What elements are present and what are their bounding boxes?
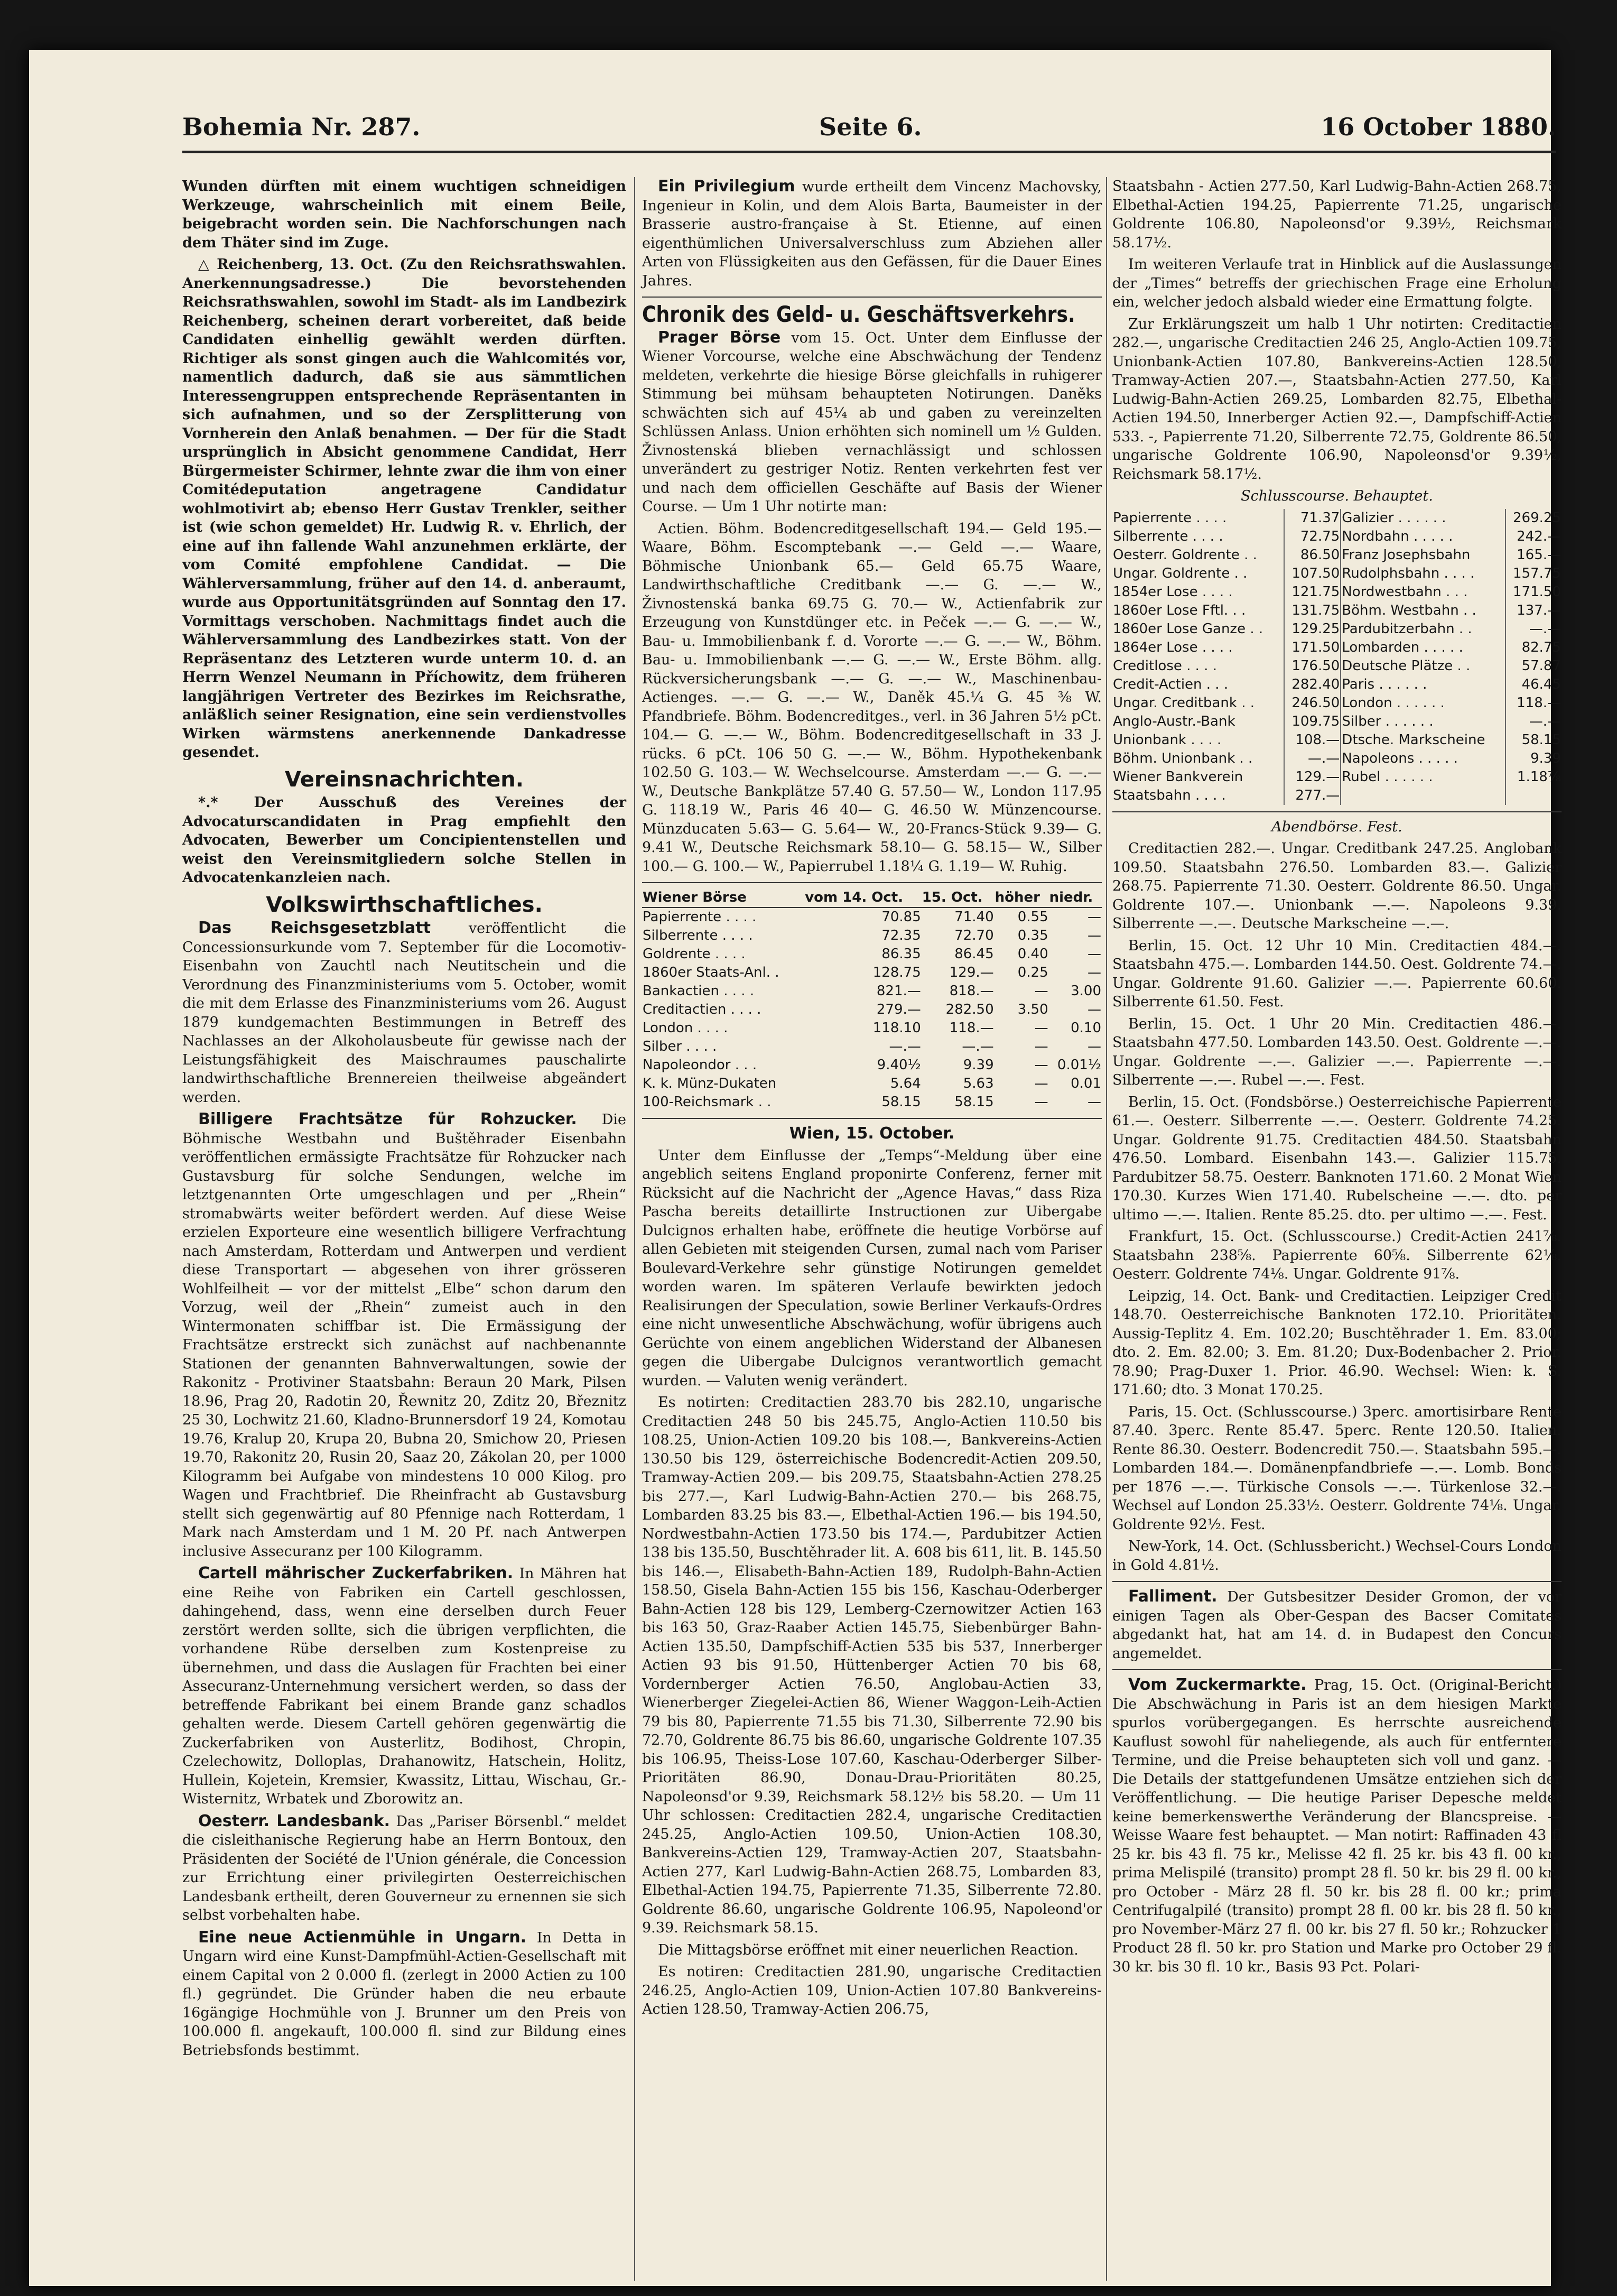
paragraph: Actien. Böhm. Bodencreditgesellschaft 194.— Geld 195.— Waare, Böhm. Escomptebank —.— Geld —.— Waare, Böhmische Unionbank 65.— Geld 65.75 Waare, Landwirthschaftliche Creditbank —.— G. —.— W., Živnostenská banka 69.75 G. 70.— W., Actienfabrik zur Erzeugung von Kunstdünger etc. in Peček —.— G. —.— W., Bau- u. Immobilienbank f. d. Vororte —.— G. —.— W., Böhm. Bau- u. Immobilienbank —.— G. —.— W., Erste Böhm. allg. Rückversicherungsbank —.— G. —.— W., Maschinenbau-Actienges. —.— G. —.— W., Daněk 45.¼ G. 45 ⅜ W. Pfandbriefe. Böhm. Bodencreditges., verl. in 36 Jahren 5½ pCt. 104.— G. —.— W., Böhm. Bodencreditgesellschaft in 33 J. rücks. 6 pCt. 106 50 G. —.— W., Böhm. Hypothekenbank 102.50 G. 103.— W. Wechselcourse. Amsterdam —.— G. —.— W., Deutsche Bankplätze 57.40 G. 57.50— W., London 117.95 G. 118.19 W., Paris 46 40— G. 46.50 W. Münzencourse. Münzducaten 5.63— G. 5.64— W., 20-Francs-Stück 9.39— G. 9.41 W., Deutsche Reichsmark 58.10— G. 58.15— W., Silber 100.— G. 100.— W., Papierrubel 1.18¼ G. 1.19— W. Ruhig. <box>642 520 1102 875</box>
paragraph: Abendbörse. Fest. <box>1271 818 1402 835</box>
table-cell: Silberrente . . . . <box>1112 527 1284 546</box>
paragraph: Berlin, 15. Oct. 1 Uhr 20 Min. Creditactien 486.—. Staatsbahn 477.50. Lombarden 143.50. Oest. Goldrente —.—. Ungar. Goldrente —.—. Galizier —.—. Papierrente —.—. Silberrente —.—. Rubel —.—. Fest. <box>1112 1015 1562 1088</box>
newspaper-page <box>29 50 1562 2286</box>
article-headline: Cartell mährischer Zuckerfabriken. <box>198 1564 514 1582</box>
table-row <box>642 982 1102 1001</box>
paragraph: Wunden dürften mit einem wuchtigen schneidigen Werkzeuge, wahrscheinlich mit einem Beile, beigebracht worden sein. Die Nachforschungen nach dem Thäter sind im Zuge. <box>182 178 626 251</box>
article-headline: Vom Zuckermarkte. <box>1128 1675 1307 1694</box>
table-cell: 282.40 <box>1284 675 1341 694</box>
table-cell: 279.— <box>876 1002 921 1017</box>
paragraph: Es notirten: Creditactien 283.70 bis 282.10, ungarische Creditactien 248 50 bis 245.75, Anglo-Actien 110.50 bis 108.25, Union-Actien 109.20 bis 108.—, Bankvereins-Actien 130.50 bis 129, österreichische Bodencredit-Actien 209.50, Tramway-Actien 209.— bis 209.75, Staatsbahn-Actien 278.25 bis 277.—, Karl Ludwig-Bahn-Actien 270.— bis 268.75, Lombarden 83.25 bis 83.—, Elbethal-Actien 196.— bis 194.50, Nordwestbahn-Actien 173.50 bis 174.—, Pardubitzer Actien 138 bis 135.50, Buschtěhrader lit. A. 608 bis 611, lit. B. 145.50 bis 146.—, Elisabeth-Bahn-Actien 189, Rudolph-Bahn-Actien 158.50, Gisela Bahn-Actien 155 bis 156, Kaschau-Oderberger Bahn-Actien 128 bis 129, Lemberg-Czernowitzer Actien 163 bis 163 50, Graz-Raaber Actien 145.75, Siebenbürger Bahn-Actien 135.50, Dampfschiff-Actien 535 bis 537, Innerberger Actien 93 bis 91.50, Hüttenberger Actien 70 bis 68, Vordernberger Actien 76.50, Anglobau-Actien 33, Wienerberger Ziegelei-Actien 86, Wiener Waggon-Leih-Actien 79 bis 80, Papierrente 71.55 bis 71.30, Silberrente 72.90 bis 72.70, Goldrente 86.75 bis 86.60, ungarische Goldrente 107.35 bis 106.95, Theiss-Lose 107.60, Kaschau-Oderberger Silber-Prioritäten 86.90, Donau-Drau-Prioritäten 80.25, Napoleonsd'or 9.39, Reichsmark 58.12½ bis 58.20. — Um 11 Uhr schlossen: Creditactien 282.4, ungarische Creditactien 245.25, Anglo-Actien 109.50, Union-Actien 108.30, Bankvereins-Actien 129, Tramway-Actien 207, Staatsbahn-Actien 277, Karl Ludwig-Bahn-Actien 268.75, Lombarden 83, Elbethal-Actien 194.75, Papierrente 71.35, Silberrente 72.80. Goldrente 86.60, ungarische Goldrente 106.95, Napoleond'or 9.39. Reichsmark 58.15. <box>642 1394 1102 1936</box>
table-cell: 129.25 <box>1284 620 1341 638</box>
column-1 <box>182 177 626 2281</box>
table-cell: — <box>1034 1076 1048 1091</box>
table-cell: 0.55 <box>1017 909 1048 925</box>
table-cell: 0.10 <box>1071 1020 1101 1036</box>
table-cell: Böhm. Unionbank . . <box>1112 749 1284 768</box>
table-cell: —.— <box>889 1039 921 1054</box>
table-cell: 246.50 <box>1284 694 1341 712</box>
article-headline: Eine neue Actienmühle in Ungarn. <box>198 1928 527 1947</box>
column-divider <box>1106 177 1107 2281</box>
table-cell: Dtsche. Markscheine <box>1341 731 1505 749</box>
table-cell: 57.87 <box>1521 658 1561 674</box>
table-cell: — <box>1088 946 1101 962</box>
table-cell: 9.40½ <box>877 1057 921 1073</box>
table-cell: 86.50 <box>1284 546 1341 564</box>
table-cell: 171.50 <box>1284 638 1341 657</box>
paragraph: Creditactien 282.—. Ungar. Creditbank 247.25. Anglobank 109.50. Staatsbahn 276.50. Lombarden 83.—. Galizier 268.75. Papierrente 71.30. Oesterr. Goldrente 86.50. Ungar. Goldrente 107.—. Unionbank —.—. Napoleons 9.39. Silberrente —.—. Deutsche Markscheine —.—. <box>1112 840 1562 932</box>
article-text: wurde ertheilt dem Vincenz Machovsky, Ingenieur in Kolin, und dem Alois Barta, Baumeister in der Brasserie austro-française à St. Etienne, auf einen eigenthümlichen Universalverschluss zum Abziehen aller Arten von Flüssigkeiten aus den Gefässen, für die Dauer Eines Jahres. <box>642 179 1102 289</box>
table-cell: Papierrente . . . . <box>643 909 757 925</box>
table-row <box>1112 694 1562 712</box>
table-cell: 821.— <box>876 983 921 999</box>
paragraph: Frankfurt, 15. Oct. (Schlusscourse.) Credit-Actien 241⅞. Staatsbahn 238⅝. Papierrente 60⅝. Silberrente 62⅛. Oesterr. Goldrente 74⅛. Ungar. Goldrente 91⅞. <box>1112 1228 1562 1282</box>
table-cell: — <box>1088 1094 1101 1110</box>
article-text: Der Gutsbesitzer Desider Gromon, der vor einigen Tagen als Ober-Gespan des Bacser Comitates abgedankt hat, hat am 14. d. in Budapest den Concurs angemeldet. <box>1112 1589 1562 1662</box>
article-headline: Billigere Frachtsätze für Rohzucker. <box>198 1110 577 1128</box>
article-headline: Das Reichsgesetzblatt <box>198 919 431 937</box>
paragraph: Unter dem Einflusse der „Temps“-Meldung über eine angeblich seitens England proponirte Conferenz, ferner mit Rücksicht auf die Nachricht der „Agence Havas,“ dass Riza Pascha bereits detaillirte Instructionen zur Uibergabe Dulcignos erhalten habe, eröffnete die heutige Vorbörse auf allen Gebieten mit steigenden Cursen, zumal nach vom Pariser Boulevard-Verkehre sehr günstige Notirungen gemeldet worden waren. Im späteren Verlaufe bewirkten jedoch Realisirungen der Speculation, sowie Berliner Verkaufs-Ordres eine nicht unwesentliche Abschwächung, wofür übrigens auch Gerüchte von einem angeblichen Widerstand der Albanesen gegen die Uibergabe Dulcignos verantwortlich gemacht wurden. — Valuten wenig verändert. <box>642 1147 1102 1389</box>
header-center: Seite 6. <box>819 113 922 141</box>
table-cell: 1860er Lose Ganze . . <box>1112 620 1284 638</box>
table-cell: Galizier . . . . . . <box>1341 509 1505 527</box>
table-cell: — <box>1088 928 1101 943</box>
table-cell: —.— <box>962 1039 994 1054</box>
section-heading: Chronik des Geld- u. Geschäftsverkehrs. <box>642 301 1075 327</box>
section-heading: Volkswirthschaftliches. <box>266 892 543 917</box>
table-cell: Nordwestbahn . . . <box>1341 583 1505 601</box>
table-cell: 3.00 <box>1071 983 1101 999</box>
table-cell: Unionbank . . . . <box>1112 731 1284 749</box>
table-cell: 9.39 <box>1530 750 1561 766</box>
table-cell: Rubel . . . . . . <box>1341 768 1505 786</box>
table-cell: — <box>1088 965 1101 980</box>
table-row <box>1112 712 1562 731</box>
paragraph: Paris, 15. Oct. (Schlusscourse.) 3perc. amortisirbare Rente 87.40. 3perc. Rente 85.47. 5perc. Rente 120.50. Italien. Rente 86.30. Oesterr. Bodencredit 750.—. Staatsbahn 595.—. Lombarden 184.—. Domänenpfandbriefe —.—. Lomb. Bonds per 1876 —.—. Türkische Consols —.—. Türkenlose 32.—. Wechsel auf London 25.33½. Oesterr. Goldrente 74⅛. Ungar. Goldrente 92½. Fest. <box>1112 1403 1562 1533</box>
table-row <box>642 1075 1102 1093</box>
table-cell: 128.75 <box>872 965 921 980</box>
table-cell: 9.39 <box>963 1057 994 1073</box>
table-cell: — <box>1088 1039 1101 1054</box>
table-cell: 3.50 <box>1017 1002 1048 1017</box>
table-cell: 58.15 <box>1521 732 1561 748</box>
article-headline: Oesterr. Landesbank. <box>198 1811 391 1830</box>
article-text: Das „Pariser Börsenbl.“ meldet die cisleithanische Regierung habe an Herrn Bontoux, den Präsidenten der Société de l'Union générale, die Concession zur Errichtung einer privilegirten Oesterreichischen Landesbank ertheilt, deren Gouverneur zu ernennen sie sich selbst vorbehalten habe. <box>182 1813 627 1923</box>
article-headline: Prager Börse <box>658 328 781 347</box>
table-cell: 118.— <box>1517 695 1561 711</box>
table-cell: 0.25 <box>1017 965 1048 980</box>
table-cell: 171.50 <box>1513 584 1561 600</box>
table-cell: Ungar. Goldrente . . <box>1112 564 1284 583</box>
article-headline: Falliment. <box>1128 1587 1218 1606</box>
table-cell: Lombarden . . . . . <box>1341 638 1505 657</box>
table-cell: Deutsche Plätze . . <box>1341 657 1505 675</box>
table-cell: Credit-Actien . . . <box>1112 675 1284 694</box>
header-left: Bohemia Nr. 287. <box>182 113 421 141</box>
table-cell: K. k. Münz-Dukaten <box>643 1076 777 1091</box>
table-cell: 1860er Staats-Anl. . <box>643 965 779 980</box>
table-cell: 70.85 <box>881 909 921 925</box>
paragraph: Die Mittagsbörse eröffnet mit einer neuerlichen Reaction. <box>658 1941 1079 1958</box>
table-row <box>1112 731 1562 749</box>
table-cell: 1864er Lose . . . . <box>1112 638 1284 657</box>
table-cell: 118.— <box>949 1020 994 1036</box>
table-cell: 109.75 <box>1284 712 1341 731</box>
table-cell: 100-Reichsmark . . <box>643 1094 772 1110</box>
table-cell: Silber . . . . <box>643 1039 717 1054</box>
table-row <box>1112 564 1562 583</box>
table-title: Schlusscourse. Behauptet. <box>1241 488 1433 504</box>
divider <box>642 1118 1102 1119</box>
paragraph: Berlin, 15. Oct. (Fondsbörse.) Oesterreichische Papierrente 61.—. Oesterr. Silberrente —.—. Oesterr. Goldrente 74.25. Ungar. Goldrente 91.75. Creditactien 484.50. Staatsbahn 476.50. Lombard. Eisenbahn 143.—. Galizier 115.75. Pardubitzer 58.75. Oesterr. Banknoten 171.60. 2 Monat Wien 170.30. Kurzes Wien 171.40. Rubelscheine —.—. dto. per ultimo —.—. Italien. Rente 85.25. dto. per ultimo —.—. Fest. <box>1112 1094 1562 1223</box>
table-cell: 72.75 <box>1284 527 1341 546</box>
table-row <box>1112 620 1562 638</box>
table-cell: — <box>1088 909 1101 925</box>
table-cell: 242.— <box>1517 528 1561 544</box>
table-cell: — <box>1034 983 1048 999</box>
table-row <box>1112 768 1562 786</box>
table-cell: Paris . . . . . . <box>1341 675 1505 694</box>
table-cell: 5.63 <box>963 1076 994 1091</box>
table-cell: — <box>1034 1039 1048 1054</box>
table-cell: 46.45 <box>1521 676 1561 692</box>
table-header: höher <box>995 888 1049 908</box>
table-header: niedr. <box>1049 888 1102 908</box>
table-cell: Oesterr. Goldrente . . <box>1112 546 1284 564</box>
table-cell: 1854er Lose . . . . <box>1112 583 1284 601</box>
table-row <box>1112 601 1562 620</box>
paragraph <box>182 1110 626 1561</box>
table-cell: 129.— <box>1284 768 1341 786</box>
table-cell: Franz Josephsbahn <box>1341 546 1505 564</box>
table-cell: — <box>1034 1020 1048 1036</box>
paragraph: Es notiren: Creditactien 281.90, ungarische Creditactien 246.25, Anglo-Actien 109, Union-Actien 107.80 Bankvereins-Actien 128.50, Tramway-Actien 206.75, <box>642 1964 1102 2017</box>
table-cell: Pardubitzerbahn . . <box>1341 620 1505 638</box>
paragraph <box>182 1564 626 1809</box>
table-cell: London . . . . . . <box>1341 694 1505 712</box>
table-row <box>1112 786 1562 805</box>
column-divider <box>634 177 635 2281</box>
article-headline: Wien, 15. October. <box>789 1124 955 1143</box>
table-cell: 818.— <box>949 983 994 999</box>
table-row <box>1112 583 1562 601</box>
header-right: 16 October 1880. <box>1321 113 1556 141</box>
table-cell: 107.50 <box>1284 564 1341 583</box>
table-row <box>1112 509 1562 527</box>
table-cell: 86.45 <box>954 946 994 962</box>
table-cell: Rudolphsbahn . . . . <box>1341 564 1505 583</box>
table-cell: 0.40 <box>1017 946 1048 962</box>
paragraph: Staatsbahn - Actien 277.50, Karl Ludwig-Bahn-Actien 268.75, Elbethal-Actien 194.25, Papierrente 71.25, ungarische Goldrente 106.80, Napoleonsd'or 9.39½, Reichsmark 58.17½. <box>1112 178 1562 251</box>
article-headline: Ein Privilegium <box>658 177 795 196</box>
paragraph <box>182 1928 626 2060</box>
divider <box>642 297 1102 298</box>
paragraph: *.* Der Ausschuß des Vereines der Advocaturscandidaten in Prag empfiehlt den Advocaten, Bewerber um Concipientenstellen und weist den Vereinsmitgliedern solche Stellen in Advocatenkanzleien nach. <box>182 794 626 886</box>
table-row <box>642 1019 1102 1038</box>
column-3 <box>1112 177 1562 2281</box>
table-row <box>1112 546 1562 564</box>
paragraph: Leipzig, 14. Oct. Bank- und Creditactien. Leipziger Credit 148.70. Oesterreichische Banknoten 172.10. Prioritäten. Aussig-Teplitz 4. Em. 102.20; Buschtěhrader 1. Em. 83.00; dto. 2. Em. 82.00; 3. Em. 81.20; Dux-Bodenbacher 2. Prior. 78.90; Prag-Duxer 1. Prior. 46.90. Wechsel: Wien: k. S. 171.60; dto. 3 Monat 170.25. <box>1112 1288 1562 1398</box>
table-cell: 108.— <box>1284 731 1341 749</box>
table-cell: —.— <box>1284 749 1341 768</box>
paragraph <box>182 1812 626 1925</box>
table-cell: — <box>1034 1094 1048 1110</box>
table-cell: 176.50 <box>1284 657 1341 675</box>
table-cell: Bankactien . . . . <box>643 983 755 999</box>
table-cell: 137.— <box>1517 602 1561 618</box>
table-cell: 0.35 <box>1017 928 1048 943</box>
table-cell: Goldrente . . . . <box>643 946 746 962</box>
schlusscourse-table <box>1112 509 1562 805</box>
table-cell: —.— <box>1529 621 1561 637</box>
table-cell: 131.75 <box>1284 601 1341 620</box>
table-cell: 277.— <box>1284 786 1341 805</box>
table-cell: Silberrente . . . . <box>643 928 753 943</box>
column-2 <box>642 177 1102 2281</box>
table-cell: 72.35 <box>881 928 921 943</box>
article-text: veröffentlicht die Concessionsurkunde vom 7. September für die Locomotiv-Eisenbahn von Zauchtl nach Neutitschein und die Verordnung des Finanzministeriums vom 5. October, womit die mit dem Erlasse des Finanzministeriums vom 26. August 1879 kundgemachten Bestimmungen in Betreff des Nachlasses an der Alkoholausbeute für gewisse nach der Leistungsfähigkeit des Maischraumes pauschalirte landwirthschaftliche Brennereien theilweise abgeändert werden. <box>182 920 627 1106</box>
table-cell: 71.37 <box>1284 509 1341 527</box>
table-row <box>1112 527 1562 546</box>
paragraph <box>182 919 626 1107</box>
paragraph <box>1112 1675 1562 1976</box>
article-text: In Detta in Ungarn wird eine Kunst-Dampfmühl-Actien-Gesellschaft mit einem Capital von 2 0.000 fl. (zerlegt in 2000 Actien zu 100 fl.) gegründet. Die Gründer haben die neu erbaute 16gängige Hochmühle von J. Brunner um den Preis von 100.000 fl. angekauft, 100.000 fl. sind zur Bildung eines Betriebsfonds bestimmt. <box>182 1929 626 2059</box>
page-header <box>182 106 1556 148</box>
table-row <box>1112 675 1562 694</box>
paragraph: Zur Erklärungszeit um halb 1 Uhr notirten: Creditactien 282.—, ungarische Creditactien 246 25, Anglo-Actien 109.75, Unionbank-Actien 107.80, Bankvereins-Actien 128.50, Tramway-Actien 207.—, Staatsbahn-Actien 277.50, Karl Ludwig-Bahn-Actien 269.25, Lombarden 82.75, Elbethal-Actien 194.50, Innerberger Actien 92.—, Dampfschiff-Actien 533. -, Papierrente 71.20, Silberrente 72.75, Goldrente 86.50, ungarische Goldrente 106.90, Napoleonsd'or 9.39½, Reichsmark 58.17½. <box>1112 316 1562 483</box>
paragraph: △ Reichenberg, 13. Oct. (Zu den Reichsrathswahlen. Anerkennungsadresse.) Die bevorstehenden Reichsrathswahlen, sowohl im Stadt- als im Landbezirk Reichenberg, scheinen derart vorbereitet, daß beide Candidaten einhellig gewählt werden dürften. Richtiger als sonst gingen auch die Wahlcomités vor, namentlich dadurch, daß sie aus sämmtlichen Interessengruppen entsprechende Repräsentanten in sich aufnahmen, und so der Zersplitterung von Vornherein den Anlaß benahmen. — Der für die Stadt ursprünglich in Absicht genommene Candidat, Herr Bürgermeister Schirmer, lehnte zwar die ihm von einer Comitédeputation angetragene Candidatur wohlmotivirt ab; ebenso Herr Gustav Trenkler, seither ist (wie schon gemeldet) Hr. Ludwig R. v. Ehrlich, der eine auf ihn fallende Wahl anzunehmen erklärte, der vom Comité empfohlene Candidat. — Die Wählerversammlung, früher auf den 14. d. anberaumt, wurde aus Opportunitätsgründen auf Sonntag den 17. Vormittags verschoben. Nachmittags findet auch die Wählerversammlung des Landbezirkes statt. Von der Repräsentanz des Letzteren wurde unterm 10. d. an Herrn Wenzel Neumann in Příchowitz, dem früheren langjährigen Vertreter des Bezirkes im Reichsrathe, anläßlich seiner Resignation, eine sein verdienstvolles Wirken wärmstens anerkennende Dankadresse gesendet. <box>182 256 626 761</box>
table-cell: —.— <box>1529 713 1561 729</box>
table-row <box>642 945 1102 964</box>
article-text: Prag, 15. Oct. (Original-Bericht.) Die Abschwächung in Paris ist an dem hiesigen Markte spurlos vorübergegangen. Es herrschte ausreichende Kauflust sowohl für naheliegende, als auch für entferntere Termine, und die Preise behaupteten sich voll und ganz. — Die Details der stattgefundenen Umsätze entziehen sich der Veröffentlichung. — Die heutige Pariser Depesche meldet keine bemerkenswerthe Veränderung der Blancspreise. — Weisse Waare fest behauptet. — Man notirt: Raffinaden 43 fl 25 kr. bis 43 fl. 75 kr., Melisse 42 fl. 25 kr. bis 43 fl. 00 kr., prima Melispilé (transito) prompt 28 fl. 50 kr. bis 29 fl. 00 kr., pro October - März 28 fl. 50 kr. bis 28 fl. 00 kr.; prima Centrifugalpilé (transito) prompt 28 fl. 00 kr. bis 28 fl. 50 kr., pro November-März 27 fl. 00 kr. bis 27 fl. 50 kr.; Rohzucker 1 Product 28 fl. 50 kr. pro Station und Marke pro October 29 fl. 30 kr. bis 30 fl. 10 kr., Basis 93 Pct. Polari- <box>1112 1677 1562 1975</box>
table-cell: Ungar. Creditbank . . <box>1112 694 1284 712</box>
table-cell: Creditactien . . . . <box>643 1002 761 1017</box>
table-cell: 82.75 <box>1521 639 1561 655</box>
table-cell: — <box>1088 1002 1101 1017</box>
wiener-boerse-table <box>642 888 1102 1112</box>
table-cell: 282.50 <box>945 1002 994 1017</box>
table-cell: 157.75 <box>1513 565 1561 581</box>
table-row <box>1112 749 1562 768</box>
table-row <box>642 927 1102 945</box>
table-cell: London . . . . <box>643 1020 728 1036</box>
table-cell: Papierrente . . . . <box>1112 509 1284 527</box>
paragraph <box>1112 1587 1562 1663</box>
table-cell: 118.10 <box>872 1020 921 1036</box>
table-cell: 269.25 <box>1513 510 1561 526</box>
table-cell <box>1506 786 1562 805</box>
article-text: In Mähren hat eine Reihe von Fabriken ein Cartell geschlossen, dahingehend, dass, wenn eine derselben durch Feuer zerstört werden sollte, sich die übrigen verpflichten, die vorhandene Rübe derselben zum Kostenpreise zu übernehmen, und dass die Auslagen für Frachten bei einer Assecuranz-Unternehmung versichert werden, so dass der betreffende Fabrikant bei einem Brande ganz schadlos gehalten werde. Diesem Cartell gehören gegenwärtig die Zuckerfabriken von Austerlitz, Bodihost, Chropin, Czelechowitz, Dolloplas, Drahanowitz, Hatschein, Holitz, Hullein, Kojetein, Kremsier, Kwassitz, Littau, Wischau, Gr.-Wisternitz, Wrbatek und Zborowitz an. <box>182 1566 626 1807</box>
table-row <box>642 1093 1102 1112</box>
table-row <box>642 1056 1102 1075</box>
table-cell: Staatsbahn . . . . <box>1112 786 1284 805</box>
article-text: vom 15. Oct. Unter dem Einflusse der Wiener Vorcourse, welche eine Abschwächung der Tendenz meldeten, verkehrte die hiesige Börse gleichfalls in ruhigerer Stimmung bei mühsam behaupteten Notirungen. Daněks schwächten sich auf 45¼ ab und gaben zu vereinzelten Schlüssen Anlass. Union erhöhten sich nominell um ½ Gulden. Živnostenská blieben vernachlässigt und schlossen unverändert zu gestriger Notiz. Renten verkehrten fest ver und nach dem officiellen Geschäfte auf Basis der Wiener Course. — Um 1 Uhr notirte man: <box>642 329 1102 515</box>
table-cell: 1860er Lose Fftl. . . <box>1112 601 1284 620</box>
table-row <box>1112 638 1562 657</box>
divider <box>1112 811 1562 812</box>
table-cell: Wiener Bankverein <box>1112 768 1284 786</box>
table-cell: 86.35 <box>881 946 921 962</box>
table-row <box>642 1038 1102 1056</box>
paragraph: Berlin, 15. Oct. 12 Uhr 10 Min. Creditactien 484.—. Staatsbahn 475.—. Lombarden 144.50. Oest. Goldrente 74.—. Ungar. Goldrente 91.60. Galizier —.—. Papierrente 60.60. Silberrente 61.50. Fest. <box>1112 937 1562 1010</box>
table-cell: 58.15 <box>881 1094 921 1110</box>
table-cell: 1.18⅞ <box>1517 769 1561 785</box>
table-cell: 58.15 <box>954 1094 994 1110</box>
table-cell: Nordbahn . . . . . <box>1341 527 1505 546</box>
paragraph: Im weiteren Verlaufe trat in Hinblick auf die Auslassungen der „Times“ betreffs der griechischen Frage eine Erholung ein, welcher jedoch alsbald wieder eine Ermattung folgte. <box>1112 256 1562 310</box>
table-cell: 121.75 <box>1284 583 1341 601</box>
article-text: Die Böhmische Westbahn und Buštěhrader Eisenbahn veröffentlichen ermässigte Frachtsätze für Rohzucker nach Gustavsburg für solche Sendungen, welche im letztgenannten Orte umgeschlagen und per „Rhein“ stromabwärts weiter befördert werden. Auf diese Weise erzielen Exporteure eine wesentlich billigere Verfrachtung nach Amsterdam, Rotterdam und Antwerpen und verdient diese Transportart — abgesehen von ihrer grösseren Wohlfeilheit — vor der mittelst „Elbe“ schon darum den Vorzug, weil der „Rhein“ zumeist auch in den Wintermonaten schiffbar ist. Die Ermässigung der Frachtsätze erstreckt sich zunächst auf nachbenannte Stationen der genannten Bahnverwaltungen, sowie der Rakonitz - Protiviner Staatsbahn: Beraun 20 Mark, Pilsen 18.96, Prag 20, Radotin 20, Řewnitz 20, Zditz 20, Březnitz 25 30, Lochwitz 21.60, Kladno-Brunnersdorf 19 24, Komotau 19.76, Kralup 20, Krupa 20, Bubna 20, Smichow 20, Priesen 19.70, Rakonitz 20, Rusin 20, Saaz 20, Zákolan 20, per 1000 Kilogramm bei Aufgabe von mindestens 10 000 Kilog. pro Wagen und Frachtbrief. Die Rheinfracht ab Gustavsburg stellt sich gegenwärtig auf 80 Pfennige nach Rotterdam, 1 Mark nach Amsterdam und 1 M. 20 Pf. nach Antwerpen inclusive Assecuranz per 100 Kilogramm. <box>182 1112 626 1560</box>
table-cell: 5.64 <box>890 1076 921 1091</box>
table-cell: 71.40 <box>954 909 994 925</box>
table-header: vom 14. Oct. <box>804 888 922 908</box>
table-cell: Silber . . . . . . <box>1341 712 1505 731</box>
paragraph <box>642 177 1102 290</box>
table-cell <box>1341 786 1505 805</box>
divider <box>642 882 1102 883</box>
table-cell: 165.— <box>1517 547 1561 563</box>
table-header: 15. Oct. <box>922 888 995 908</box>
table-cell: 0.01 <box>1071 1076 1101 1091</box>
paragraph <box>642 328 1102 516</box>
table-row <box>1112 657 1562 675</box>
table-row <box>642 964 1102 982</box>
section-heading: Vereinsnachrichten. <box>285 767 524 792</box>
table-cell: 72.70 <box>954 928 994 943</box>
divider <box>1112 1581 1562 1582</box>
table-cell: Napoleons . . . . . <box>1341 749 1505 768</box>
table-cell: Anglo-Austr.-Bank <box>1112 712 1284 731</box>
header-rule <box>182 151 1556 153</box>
table-cell: Creditlose . . . . <box>1112 657 1284 675</box>
table-cell: 0.01½ <box>1057 1057 1101 1073</box>
table-title: Wiener Börse <box>642 888 804 908</box>
table-cell: Böhm. Westbahn . . <box>1341 601 1505 620</box>
table-row <box>642 908 1102 927</box>
table-cell: 129.— <box>949 965 994 980</box>
table-cell: — <box>1034 1057 1048 1073</box>
table-row <box>642 1001 1102 1019</box>
table-cell: Napoleondor . . . <box>643 1057 757 1073</box>
divider <box>1112 1669 1562 1670</box>
paragraph: New-York, 14. Oct. (Schlussbericht.) Wechsel-Cours London in Gold 4.81½. <box>1112 1538 1562 1573</box>
